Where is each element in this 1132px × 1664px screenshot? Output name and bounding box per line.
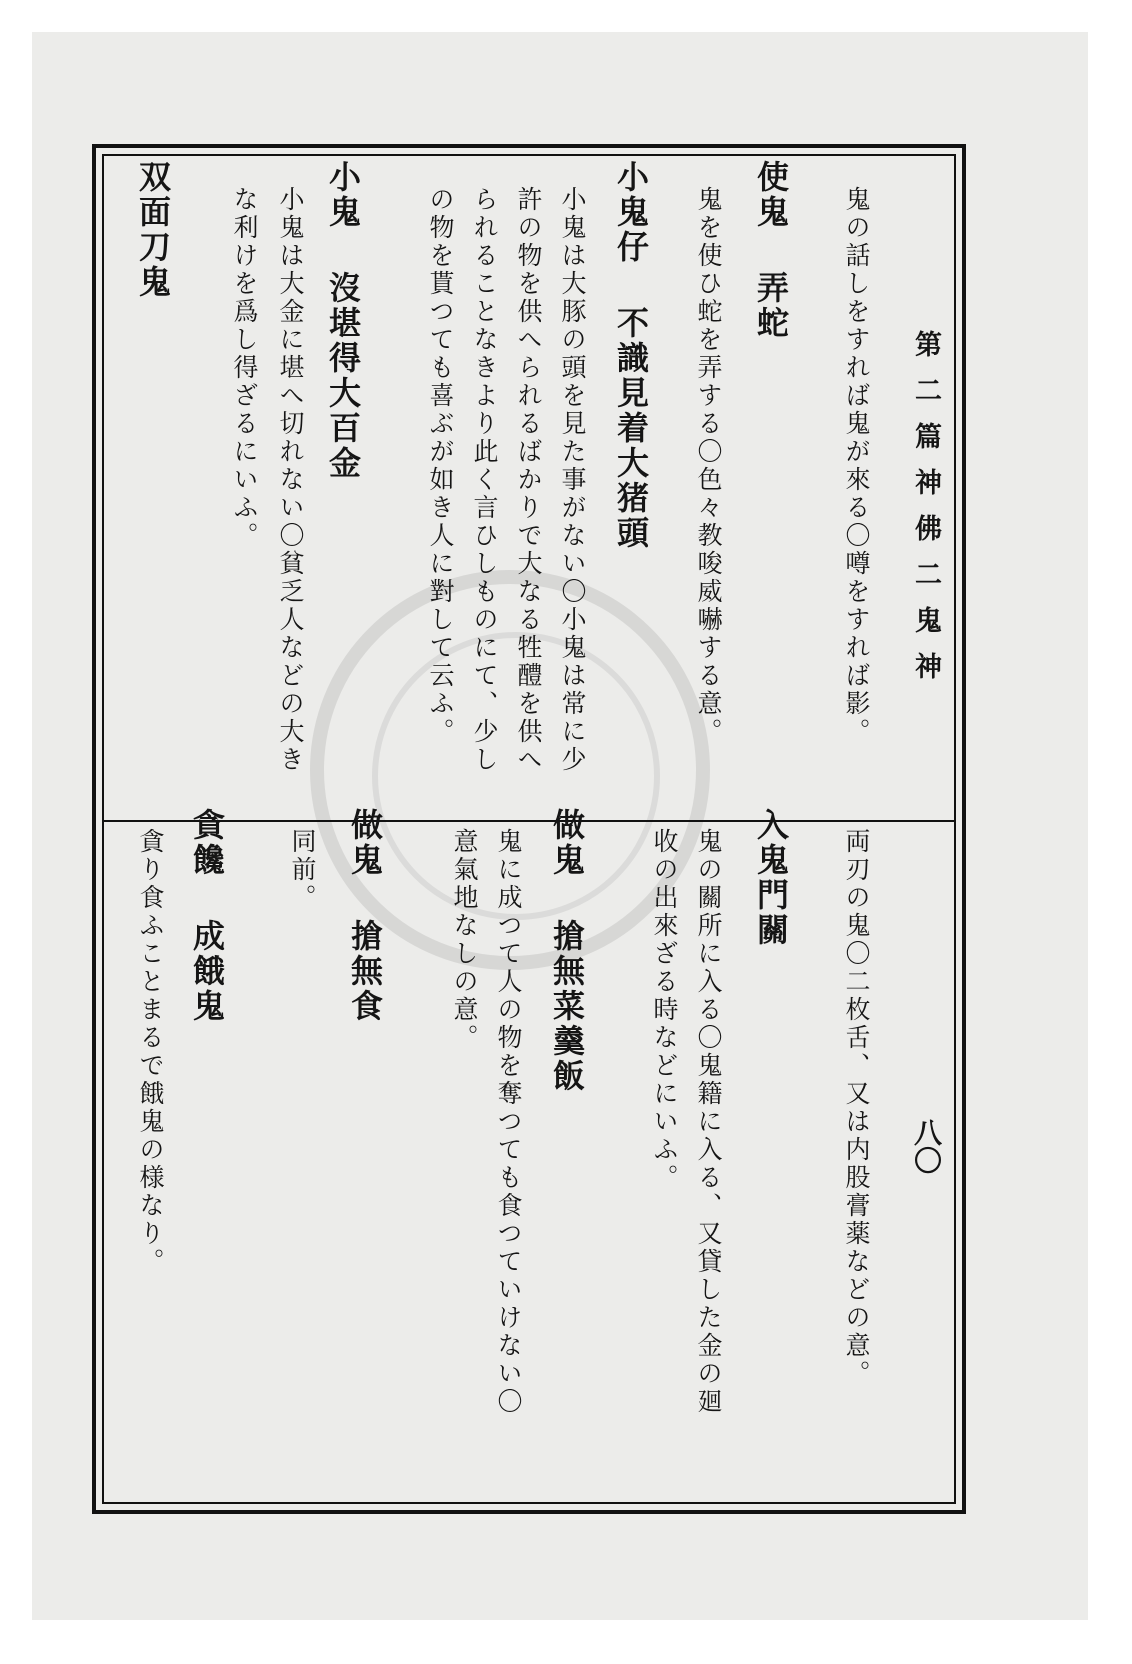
text-line: 同前。 <box>288 828 317 912</box>
text-line: られることなきより此く言ひしものにて、少し <box>470 186 499 774</box>
page-number: 八〇 <box>910 1118 943 1174</box>
text-line: 收の出來ざる時などにいふ。 <box>650 828 679 1192</box>
text-line: 小鬼は大金に堪へ切れない〇貧乏人などの大き <box>276 186 305 774</box>
text-line: 鬼を使ひ蛇を弄する〇色々教唆威嚇する意。 <box>694 186 723 746</box>
text-line: 鬼の話しをすれば鬼が來る〇噂をすれば影。 <box>842 186 871 746</box>
entry-term: 做鬼 搶無菜羹飯 <box>548 808 586 1094</box>
text-line: 意氣地なしの意。 <box>450 828 479 1052</box>
text-line: な利けを爲し得ざるにいふ。 <box>230 186 259 550</box>
text-line: 鬼の關所に入る〇鬼籍に入る、又貸した金の廻 <box>694 828 723 1416</box>
text-line: 小鬼は大豚の頭を見た事がない〇小鬼は常に少 <box>558 186 587 774</box>
entry-term: 小鬼 沒堪得大百金 <box>324 160 362 481</box>
entry-term: 貪饞 成餓鬼 <box>188 808 226 1024</box>
text-line: 鬼に成つて人の物を奪つても食つていけない〇 <box>494 828 523 1416</box>
entry-term: 做鬼 搶無食 <box>346 808 384 1024</box>
entry-term: 入鬼門關 <box>752 808 790 948</box>
running-title: 第二篇神佛二鬼神 <box>910 330 941 698</box>
entry-term: 使鬼 弄蛇 <box>752 160 790 341</box>
text-line: 貪り食ふことまるで餓鬼の様なり。 <box>136 828 165 1276</box>
text-line: の物を貰つても喜ぶが如き人に對して云ふ。 <box>426 186 455 746</box>
section-divider <box>102 820 956 822</box>
text-line: 許の物を供へられるばかりで大なる牲醴を供へ <box>514 186 543 774</box>
text-line: 両刃の鬼〇二枚舌、又は内股膏薬などの意。 <box>842 828 871 1388</box>
entry-term: 双面刀鬼 <box>134 160 172 300</box>
entry-term: 小鬼仔 不識見着大猪頭 <box>612 160 650 551</box>
